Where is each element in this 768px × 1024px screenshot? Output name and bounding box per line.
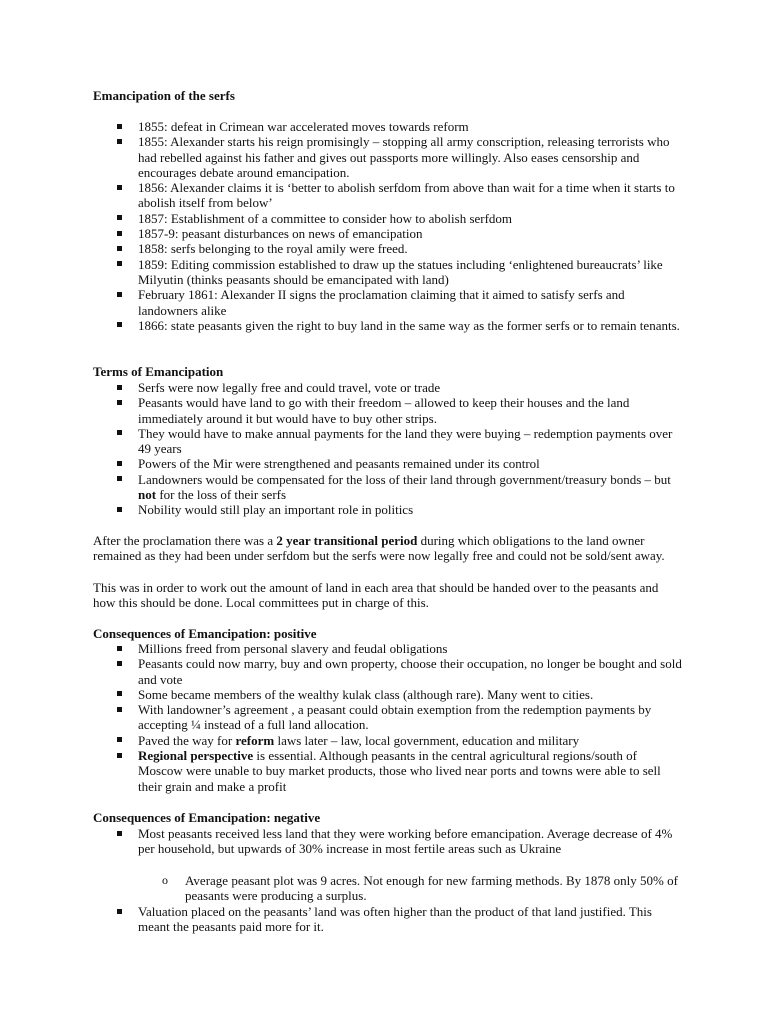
bold-text: not [138, 487, 157, 503]
list-item: Peasants could now marry, buy and own property, choose their occupation, no longer be bought and sold and vote [93, 656, 683, 687]
page-title: Emancipation of the serfs [93, 88, 235, 103]
text-run: laws later – law, local government, education and military [274, 732, 580, 748]
negative-list [93, 826, 683, 857]
bold-text: Regional perspective [138, 748, 254, 764]
list-item: With landowner’s agreement , a peasant could obtain exemption from the redemption payments by accepting ¼ instead of a full land allocation. [93, 702, 683, 733]
list-item [93, 748, 683, 794]
transition-paragraph [93, 533, 683, 564]
sub-list-item: o Average peasant plot was 9 acres. Not enough for new farming methods. By 1878 only 50% of peasants were producing a surplus. [93, 873, 683, 904]
text-run: Landowners would be compensated for the loss of their land through government/treasury bonds – but [138, 471, 671, 487]
list-item: February 1861: Alexander II signs the proclamation claiming that it aimed to satisfy serfs and landowners alike [93, 287, 683, 318]
positive-list [93, 641, 683, 794]
positive-heading: Consequences of Emancipation: positive [93, 626, 317, 641]
list-item: 1866: state peasants given the right to buy land in the same way as the former serfs or to remain tenants. [93, 318, 683, 333]
text-run: during which obligations to the land owner remained as they had been under serfdom but the serfs were now legally free and could not be sold/sent away. [93, 533, 665, 564]
text-run: After the proclamation there was a [93, 533, 277, 548]
list-item: 1855: defeat in Crimean war accelerated moves towards reform [93, 119, 683, 134]
committee-paragraph: This was in order to work out the amount of land in each area that should be handed over to the peasants and how this should be done. Local committees put in charge of this. [93, 580, 659, 611]
list-item: Millions freed from personal slavery and feudal obligations [93, 641, 683, 656]
list-item: 1858: serfs belonging to the royal amily were freed. [93, 241, 683, 256]
text-run: for the loss of their serfs [156, 487, 287, 503]
list-item: 1856: Alexander claims it is ‘better to abolish serfdom from above than wait for a time when it starts to abolish itself from below’ [93, 180, 683, 211]
list-item: Serfs were now legally free and could travel, vote or trade [93, 380, 683, 395]
bold-text: 2 year transitional period [276, 533, 418, 548]
list-item: They would have to make annual payments for the land they were buying – redemption payments over 49 years [93, 426, 683, 457]
list-item [93, 733, 683, 748]
list-item: 1857-9: peasant disturbances on news of emancipation [93, 226, 683, 241]
list-item [93, 826, 683, 857]
text-run: Paved the way for [138, 732, 236, 748]
list-item: 1855: Alexander starts his reign promisingly – stopping all army conscription, releasing terrorists who had rebelled against his father and gives out passports more willingly. Also eases censorship and encourages debate around emancipation. [93, 134, 683, 180]
negative-heading: Consequences of Emancipation: negative [93, 810, 321, 825]
text-run: is essential. Although peasants in the central agricultural regions/south of Moscow were unable to buy market products, those who lived near ports and towns were able to sell their grain and make a profit [138, 748, 661, 794]
list-item: Some became members of the wealthy kulak class (although rare). Many went to cities. [93, 687, 683, 702]
terms-heading: Terms of Emancipation [93, 364, 224, 379]
timeline-list [93, 119, 683, 333]
terms-list [93, 380, 683, 518]
list-item [93, 472, 683, 503]
list-item: Nobility would still play an important role in politics [93, 502, 683, 517]
list-item: Valuation placed on the peasants’ land was often higher than the product of that land justified. This meant the peasants paid more for it. [93, 904, 683, 935]
list-item: 1859: Editing commission established to draw up the statues including ‘enlightened bureaucrats’ like Milyutin (thinks peasants should be emancipated with land) [93, 257, 683, 288]
list-item: Peasants would have land to go with their freedom – allowed to keep their houses and the land immediately around it but would have to buy other strips. [93, 395, 683, 426]
bold-text: reform [235, 732, 275, 748]
text-run: Most peasants received less land that they were working before emancipation. Average decrease of 4% per household, but upwards of 30% increase in most fertile areas such as Ukraine [138, 826, 673, 857]
negative-list-continued [93, 904, 683, 935]
negative-sublist [93, 873, 683, 904]
list-item: 1857: Establishment of a committee to consider how to abolish serfdom [93, 211, 683, 226]
list-item: Powers of the Mir were strengthened and peasants remained under its control [93, 456, 683, 471]
